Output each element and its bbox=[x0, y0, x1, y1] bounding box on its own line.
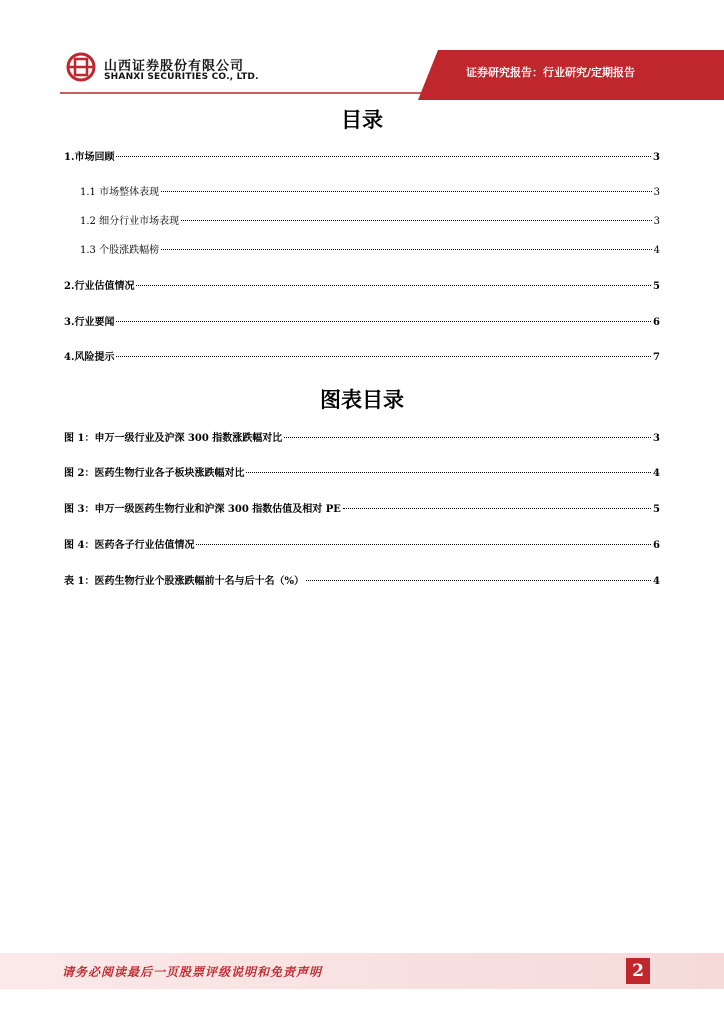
page-number: 2 bbox=[626, 958, 650, 984]
toc-entry[interactable] bbox=[80, 215, 660, 229]
dot-leader bbox=[343, 508, 651, 509]
figure-entry-page: 4 bbox=[653, 576, 660, 587]
page-header bbox=[0, 0, 724, 100]
dot-leader bbox=[161, 191, 652, 192]
toc-title: 目录 bbox=[341, 108, 383, 132]
toc-entry-label: 2.行业估值情况 bbox=[64, 281, 135, 292]
toc-entry-label: 1.2 细分行业市场表现 bbox=[80, 216, 180, 227]
toc-entry-page: 3 bbox=[653, 152, 660, 163]
dot-leader bbox=[116, 156, 651, 157]
footer-disclaimer: 请务必阅读最后一页股票评级说明和免责声明 bbox=[62, 965, 323, 979]
table-entry[interactable] bbox=[64, 575, 660, 589]
dot-leader bbox=[161, 249, 652, 250]
toc-entry-label: 3.行业要闻 bbox=[64, 317, 115, 328]
toc-entry-page: 5 bbox=[653, 281, 660, 292]
figure-entry-label: 图 1：申万一级行业及沪深 300 指数涨跌幅对比 bbox=[64, 433, 283, 444]
toc-entry[interactable] bbox=[64, 316, 660, 330]
toc-entry[interactable] bbox=[64, 151, 660, 165]
toc-entry[interactable] bbox=[64, 351, 660, 365]
dot-leader bbox=[181, 220, 652, 221]
figure-entry-label: 图 2：医药生物行业各子板块涨跌幅对比 bbox=[64, 468, 245, 479]
toc-entry[interactable] bbox=[80, 186, 660, 200]
figure-entry-label: 图 4：医药各子行业估值情况 bbox=[64, 540, 195, 551]
dot-leader bbox=[196, 544, 651, 545]
figure-entry-page: 5 bbox=[653, 504, 660, 515]
toc-entry-page: 6 bbox=[653, 317, 660, 328]
toc-entry-label: 4.风险提示 bbox=[64, 352, 115, 363]
toc-entry-page: 7 bbox=[653, 352, 660, 363]
toc-entry[interactable] bbox=[64, 280, 660, 294]
company-name-en: SHANXI SECURITIES CO., LTD. bbox=[104, 72, 259, 82]
toc-entry-page: 4 bbox=[653, 245, 660, 256]
dot-leader bbox=[116, 356, 651, 357]
dot-leader bbox=[284, 437, 651, 438]
company-name-cn: 山西证券股份有限公司 bbox=[104, 59, 245, 74]
toc-entry-label: 1.市场回顾 bbox=[64, 152, 115, 163]
toc-entry-page: 3 bbox=[653, 187, 660, 198]
dot-leader bbox=[136, 285, 651, 286]
toc-entry[interactable] bbox=[80, 244, 660, 258]
header-banner bbox=[0, 0, 724, 100]
figure-entry-page: 3 bbox=[653, 433, 660, 444]
figure-entry-page: 6 bbox=[653, 540, 660, 551]
toc-entry-label: 1.1 市场整体表现 bbox=[80, 187, 160, 198]
figure-entry[interactable] bbox=[64, 467, 660, 481]
dot-leader bbox=[116, 321, 651, 322]
figure-entry[interactable] bbox=[64, 503, 660, 517]
figure-index-title: 图表目录 bbox=[320, 388, 404, 412]
toc-entry-label: 1.3 个股涨跌幅榜 bbox=[80, 245, 160, 256]
dot-leader bbox=[246, 472, 651, 473]
figure-entry-label: 图 3：申万一级医药生物行业和沪深 300 指数估值及相对 PE bbox=[64, 504, 341, 515]
dot-leader bbox=[306, 580, 651, 581]
report-type-label: 证券研究报告：行业研究/定期报告 bbox=[466, 66, 636, 79]
figure-entry[interactable] bbox=[64, 539, 660, 553]
company-logo-icon bbox=[66, 52, 96, 82]
figure-entry[interactable] bbox=[64, 432, 660, 446]
figure-entry-label: 表 1：医药生物行业个股涨跌幅前十名与后十名（%） bbox=[64, 576, 304, 587]
toc-entry-page: 3 bbox=[653, 216, 660, 227]
figure-entry-page: 4 bbox=[653, 468, 660, 479]
